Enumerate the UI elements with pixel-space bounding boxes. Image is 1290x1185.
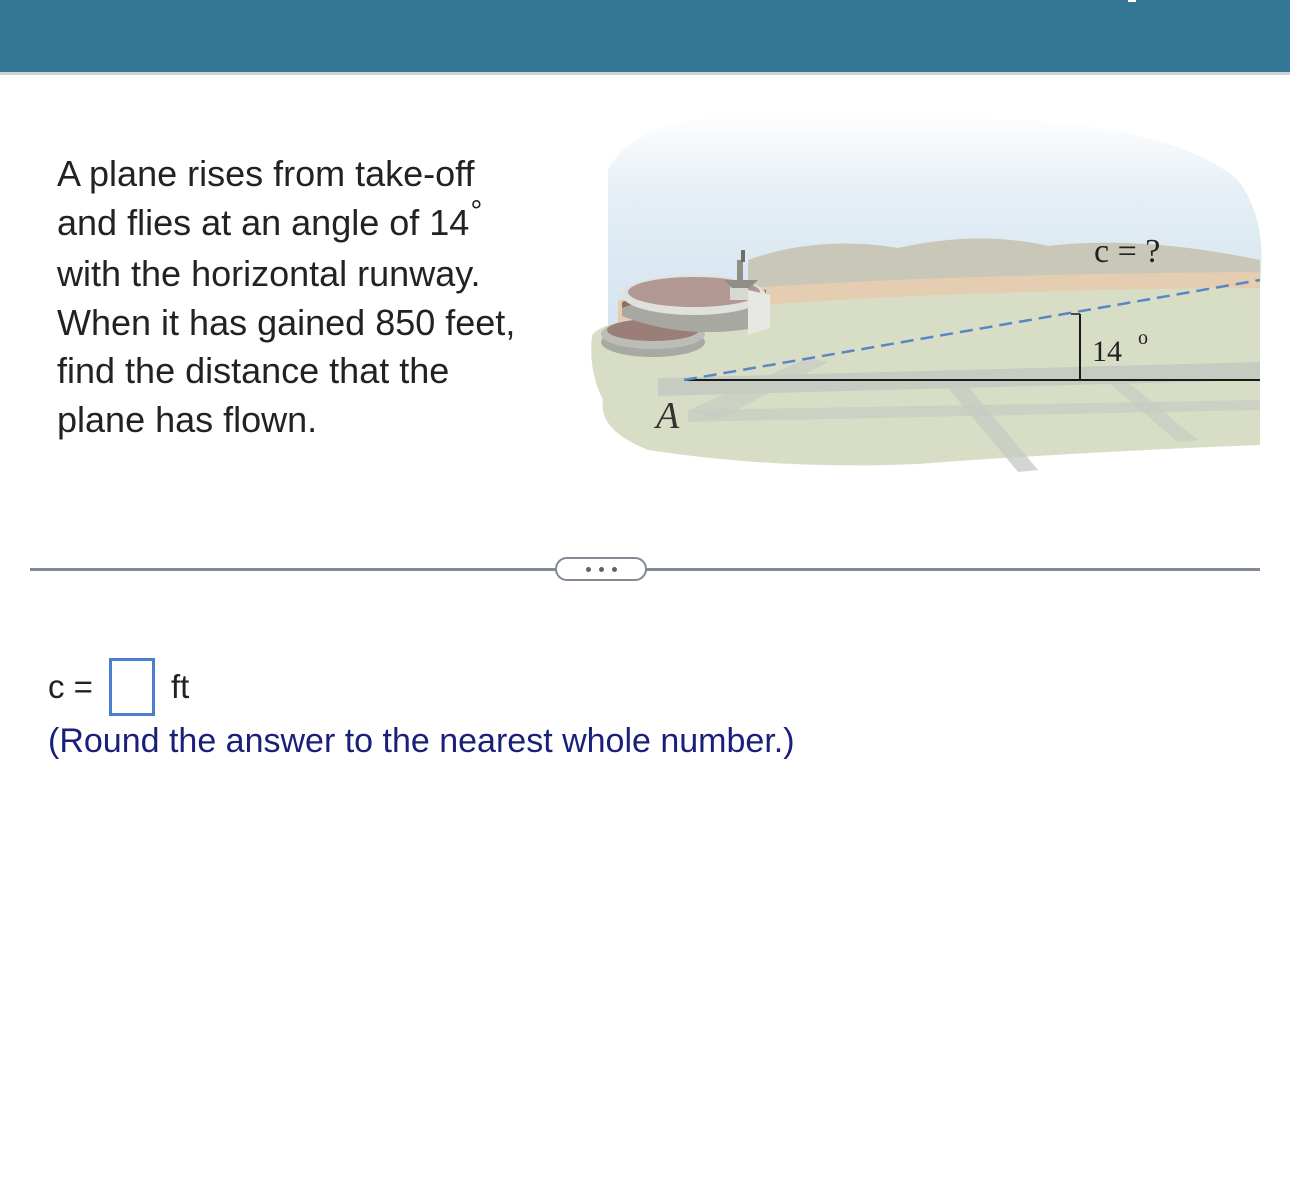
answer-prefix: c = (48, 668, 93, 705)
expand-more-button[interactable] (555, 557, 647, 581)
question-line: find the distance that the (57, 350, 450, 391)
question-line: with the horizontal runway. (57, 253, 481, 294)
airport-figure (578, 110, 1268, 480)
answer-unit: ft (170, 668, 190, 705)
header-bar (0, 0, 1290, 75)
degree-symbol: ° (470, 194, 483, 228)
gear-icon[interactable] (1110, 0, 1154, 8)
answer-input[interactable] (109, 658, 155, 716)
question-text (57, 150, 577, 444)
question-line: When it has gained 850 feet, (57, 301, 516, 343)
question-line: and flies at an angle of 14° (57, 194, 483, 243)
rounding-instruction: (Round the answer to the nearest whole number.) (48, 722, 795, 760)
angle-degree-mark: o (1138, 327, 1148, 349)
angle-label: 14 (1092, 335, 1122, 368)
answer-row (48, 655, 189, 719)
vertex-label: A (656, 395, 680, 437)
ellipsis-icon (599, 567, 604, 572)
hypotenuse-label: c = ? (1094, 233, 1161, 270)
ellipsis-icon (612, 567, 617, 572)
ellipsis-icon (586, 567, 591, 572)
question-line: A plane rises from take-off (57, 153, 475, 194)
question-line: plane has flown. (57, 398, 318, 440)
